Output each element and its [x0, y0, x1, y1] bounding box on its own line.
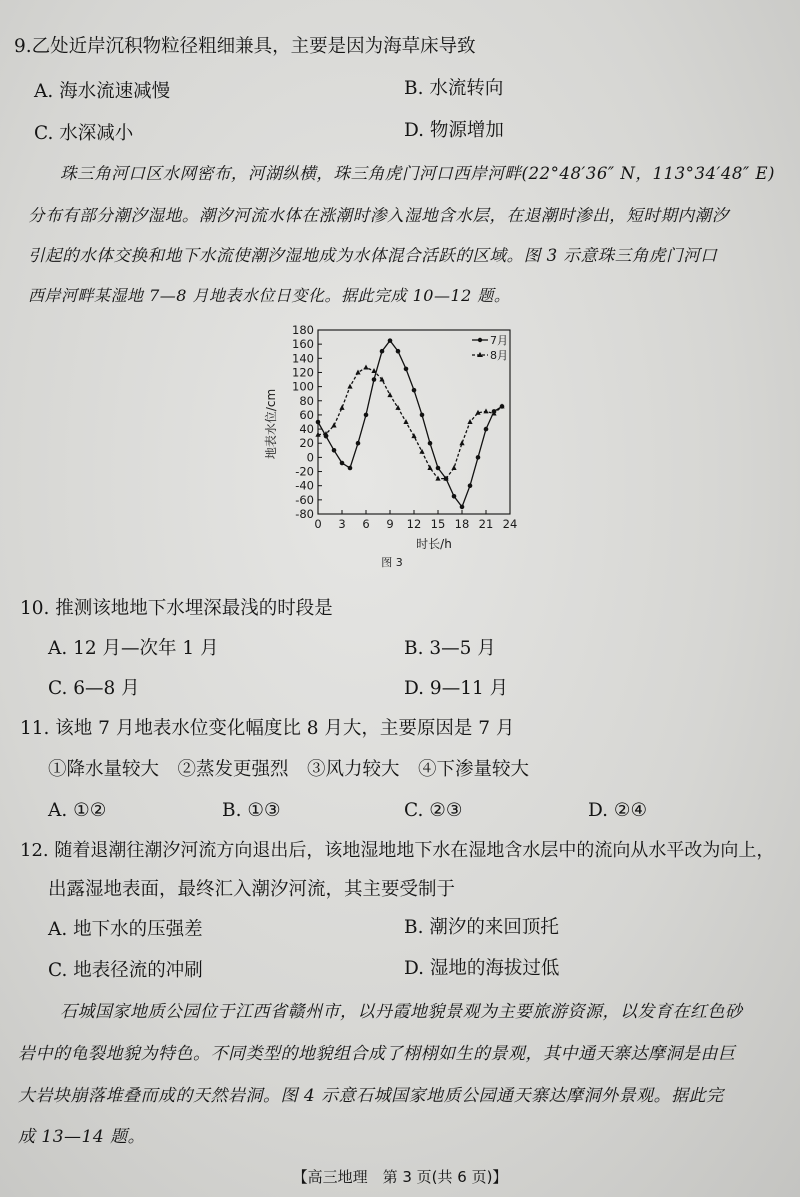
august-data-point	[459, 440, 464, 445]
x-tick-label: 24	[502, 517, 518, 531]
x-tick-label: 9	[386, 517, 394, 531]
chart-xlabel: 时长/h	[416, 537, 452, 551]
y-tick-label: 20	[299, 436, 314, 451]
q12-stem-line-1: 12. 随着退潮往潮汐河流方向退出后，该地湿地地下水在湿地含水层中的流向从水平改为向上，	[20, 840, 775, 861]
august-data-point	[403, 419, 408, 424]
august-data-point	[451, 465, 456, 470]
august-data-point	[331, 423, 336, 428]
chart-plot-frame	[318, 330, 510, 514]
series-line-august	[318, 368, 502, 479]
x-tick-label: 21	[478, 517, 494, 531]
passage2-line-3: 大岩块崩落堆叠而成的天然岩洞。图 4 示意石城国家地质公园通天寨达摩洞外景观。据此完	[18, 1086, 724, 1106]
y-tick-label: 100	[292, 379, 314, 394]
july-data-point	[428, 441, 433, 446]
x-tick-label: 6	[362, 517, 370, 531]
series-line-july	[318, 341, 502, 507]
y-tick-label: 60	[299, 407, 314, 422]
july-data-point	[412, 388, 417, 393]
july-data-point	[356, 441, 361, 446]
chart-ylabel: 地表水位/cm	[264, 388, 278, 460]
july-data-point	[460, 505, 465, 510]
y-tick-label: -80	[295, 507, 314, 521]
q10-option-d: D. 9—11 月	[404, 678, 509, 699]
july-data-point	[332, 448, 337, 453]
q10-stem: 10. 推测该地地下水埋深最浅的时段是	[20, 598, 333, 619]
y-tick-label: 160	[292, 337, 314, 352]
august-data-point	[347, 384, 352, 389]
q9-option-c: C. 水深减小	[34, 123, 134, 144]
july-data-point	[420, 413, 425, 418]
legend-july-label: 7月	[490, 334, 508, 347]
q11-option-a: A. ①②	[48, 800, 107, 821]
july-data-point	[348, 466, 353, 471]
july-data-point	[468, 483, 473, 488]
july-data-point	[396, 349, 401, 354]
passage2-line-2: 岩中的龟裂地貌为特色。不同类型的地貌组合成了栩栩如生的景观，其中通天寨达摩洞是由巨	[18, 1044, 736, 1064]
q11-option-d: D. ②④	[588, 800, 648, 821]
chart-series-group	[315, 338, 504, 509]
chart-legend	[472, 334, 508, 362]
july-data-point	[484, 427, 489, 432]
july-data-point	[340, 461, 345, 466]
q12-option-a: A. 地下水的压强差	[48, 919, 203, 940]
q12-option-d: D. 湿地的海拔过低	[404, 958, 560, 979]
figure-3-chart	[252, 316, 552, 572]
passage1-line-1: 珠三角河口区水网密布，河湖纵横，珠三角虎门河口西岸河畔(22°48′36″ N，113°34′48″ E)	[60, 164, 776, 183]
july-data-point	[436, 466, 441, 471]
august-data-point	[483, 408, 488, 413]
july-data-point	[476, 455, 481, 460]
figure-3-caption: 图 3	[381, 556, 403, 569]
y-tick-label: -40	[295, 478, 314, 493]
q9-option-b: B. 水流转向	[404, 78, 504, 99]
passage1-line-3: 引起的水体交换和地下水流使潮汐湿地成为水体混合活跃的区域。图 3 示意珠三角虎门河口	[28, 246, 718, 265]
y-tick-label: 120	[292, 365, 314, 380]
q11-option-b: B. ①③	[222, 800, 281, 821]
july-data-point	[380, 349, 385, 354]
august-data-point	[339, 405, 344, 410]
x-tick-label: 15	[430, 517, 446, 531]
y-tick-label: -20	[295, 464, 314, 479]
y-tick-label: 0	[306, 450, 314, 465]
q12-stem-line-2: 出露湿地表面，最终汇入潮汐河流，其主要受制于	[48, 879, 456, 900]
y-tick-label: -60	[295, 492, 314, 507]
x-tick-label: 12	[406, 517, 422, 531]
august-data-point	[467, 419, 472, 424]
q11-stem: 11. 该地 7 月地表水位变化幅度比 8 月大，主要原因是 7 月	[20, 718, 515, 739]
q10-option-a: A. 12 月—次年 1 月	[48, 638, 219, 659]
q9-option-d: D. 物源增加	[404, 120, 504, 141]
august-data-point	[435, 476, 440, 481]
july-data-point	[364, 413, 369, 418]
q10-option-c: C. 6—8 月	[48, 678, 140, 699]
y-tick-label: 180	[292, 323, 314, 337]
passage2-line-4: 成 13—14 题。	[18, 1127, 146, 1147]
q11-option-c: C. ②③	[404, 800, 463, 821]
q12-option-b: B. 潮汐的来回顶托	[404, 917, 559, 938]
q11-items: ①降水量较大 ②蒸发更强烈 ③风力较大 ④下渗量较大	[48, 759, 530, 780]
passage2-line-1: 石城国家地质公园位于江西省赣州市，以丹霞地貌景观为主要旅游资源，以发育在红色砂	[60, 1002, 743, 1022]
q9-option-a: A. 海水流速减慢	[34, 81, 171, 102]
page-footer: 【高三地理 第 3 页(共 6 页)】	[292, 1168, 508, 1186]
july-data-point	[316, 420, 321, 425]
x-tick-label: 3	[338, 517, 346, 531]
x-tick-label: 0	[314, 517, 322, 531]
y-tick-label: 40	[299, 422, 314, 437]
y-tick-label: 140	[292, 351, 314, 366]
chart-axes	[292, 323, 517, 531]
august-data-point	[371, 368, 376, 373]
q9-stem: 9.乙处近岸沉积物粒径粗细兼具，主要是因为海草床导致	[14, 36, 476, 57]
y-tick-label: 80	[299, 393, 314, 408]
august-data-point	[379, 377, 384, 382]
passage1-line-2: 分布有部分潮汐湿地。潮汐河流水体在涨潮时渗入湿地含水层，在退潮时渗出，短时期内潮汐	[28, 206, 729, 225]
x-tick-label: 18	[454, 517, 470, 531]
august-data-point	[363, 365, 368, 370]
july-data-point	[388, 338, 393, 343]
july-data-point	[452, 494, 457, 499]
july-data-point	[404, 367, 409, 372]
passage1-line-4: 西岸河畔某湿地 7—8 月地表水位日变化。据此完成 10—12 题。	[28, 286, 511, 305]
legend-july-marker	[478, 338, 482, 342]
july-data-point	[372, 377, 377, 382]
q12-option-c: C. 地表径流的冲刷	[48, 960, 203, 981]
q10-option-b: B. 3—5 月	[404, 638, 496, 659]
legend-aug-label: 8月	[490, 349, 508, 362]
august-data-point	[355, 369, 360, 374]
